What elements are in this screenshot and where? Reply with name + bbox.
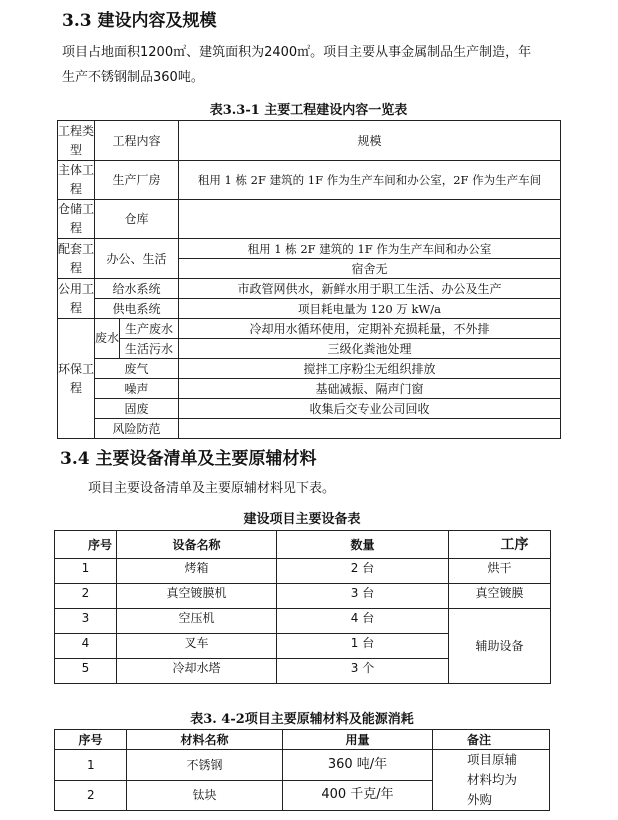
header-project-content: 工程内容: [95, 121, 179, 161]
section-heading-3-3: 3.3 建设内容及规模: [62, 11, 217, 31]
table-row: [55, 750, 550, 781]
materials-table-caption: 表3. 4-2项目主要原辅材料及能源消耗: [190, 712, 414, 727]
cell-qty: 3 个: [277, 659, 449, 684]
cell-name: 叉车: [117, 634, 277, 659]
cell-no: 1: [55, 750, 127, 781]
materials-table: [54, 729, 550, 811]
cell-content-life-ww: 生活污水: [120, 339, 179, 359]
construction-content-table: [57, 120, 561, 439]
cell-name: 冷却水塔: [117, 659, 277, 684]
cell-scale-solid: 收集后交专业公司回收: [179, 399, 561, 419]
cell-type-support: 配套工程: [58, 239, 95, 279]
table-3-3-1-caption: 表3.3-1 主要工程建设内容一览表: [209, 103, 408, 118]
cell-content-gas: 废气: [95, 359, 179, 379]
header-no: 序号: [55, 730, 127, 750]
cell-amount: 360 吨/年: [283, 750, 433, 781]
header-no: 序号: [55, 531, 117, 559]
cell-no: 1: [55, 559, 117, 584]
cell-no: 2: [55, 780, 127, 811]
header-project-type: 工程类型: [58, 121, 95, 161]
cell-content-water: 给水系统: [95, 279, 179, 299]
cell-content-storage: 仓库: [95, 200, 179, 239]
cell-process: 烘干: [449, 559, 551, 584]
cell-name: 空压机: [117, 609, 277, 634]
cell-qty: 2 台: [277, 559, 449, 584]
header-quantity: 数量: [277, 531, 449, 559]
cell-note: 项目原辅材料均为外购: [433, 750, 550, 811]
cell-content-power: 供电系统: [95, 299, 179, 319]
cell-scale-gas: 搅拌工序粉尘无组织排放: [179, 359, 561, 379]
cell-qty: 1 台: [277, 634, 449, 659]
cell-name: 烤箱: [117, 559, 277, 584]
cell-scale-main: 租用 1 栋 2F 建筑的 1F 作为生产车间和办公室，2F 作为生产车间: [179, 161, 561, 200]
cell-scale-prod-ww: 冷却用水循环使用，定期补充损耗量，不外排: [179, 319, 561, 339]
equipment-table-caption: 建设项目主要设备表: [243, 512, 361, 527]
cell-no: 2: [55, 584, 117, 609]
cell-name: 不锈钢: [127, 750, 283, 781]
cell-content-risk: 风险防范: [95, 419, 179, 439]
cell-amount: 400 千克/年: [283, 780, 433, 811]
cell-scale-life-ww: 三级化粪池处理: [179, 339, 561, 359]
header-note: 备注: [433, 730, 550, 750]
cell-type-env: 环保工程: [58, 319, 95, 439]
paragraph-line-2: 生产不锈钢制品360吨。: [62, 70, 204, 85]
cell-type-main: 主体工程: [58, 161, 95, 200]
cell-wastewater-group: 废水: [95, 319, 120, 359]
cell-type-storage: 仓储工程: [58, 200, 95, 239]
cell-scale-storage: [179, 200, 561, 239]
cell-process-aux: 辅助设备: [449, 609, 551, 684]
header-scale: 规模: [179, 121, 561, 161]
table-row: [55, 609, 551, 634]
cell-content-main: 生产厂房: [95, 161, 179, 200]
cell-type-utility: 公用工程: [58, 279, 95, 319]
paragraph-line-1: 项目占地面积1200㎡、建筑面积为2400㎡。项目主要从事金属制品生产制造，年: [62, 45, 532, 60]
cell-content-solid: 固废: [95, 399, 179, 419]
header-equipment-name: 设备名称: [117, 531, 277, 559]
equipment-table: [54, 530, 551, 684]
cell-no: 3: [55, 609, 117, 634]
cell-name: 真空镀膜机: [117, 584, 277, 609]
cell-scale-power: 项目耗电量为 120 万 kW/a: [179, 299, 561, 319]
cell-qty: 3 台: [277, 584, 449, 609]
cell-scale-water: 市政管网供水，新鲜水用于职工生活、办公及生产: [179, 279, 561, 299]
cell-content-noise: 噪声: [95, 379, 179, 399]
cell-name: 钛块: [127, 780, 283, 811]
cell-process: 真空镀膜: [449, 584, 551, 609]
header-material-name: 材料名称: [127, 730, 283, 750]
cell-content-prod-ww: 生产废水: [120, 319, 179, 339]
cell-no: 5: [55, 659, 117, 684]
cell-content-support: 办公、生活: [95, 239, 179, 279]
table-row: [55, 584, 551, 609]
header-process: 工序: [449, 531, 551, 559]
section-3-4-paragraph: 项目主要设备清单及主要原辅材料见下表。: [88, 481, 336, 496]
table-row: [55, 559, 551, 584]
section-heading-3-4: 3.4 主要设备清单及主要原辅材料: [60, 449, 317, 469]
cell-scale-support-1: 租用 1 栋 2F 建筑的 1F 作为生产车间和办公室: [179, 239, 561, 259]
cell-scale-noise: 基础减振、隔声门窗: [179, 379, 561, 399]
cell-scale-risk: [179, 419, 561, 439]
cell-no: 4: [55, 634, 117, 659]
header-amount: 用量: [283, 730, 433, 750]
cell-scale-support-2: 宿舍无: [179, 259, 561, 279]
section-3-3-paragraph: [62, 40, 582, 90]
cell-qty: 4 台: [277, 609, 449, 634]
